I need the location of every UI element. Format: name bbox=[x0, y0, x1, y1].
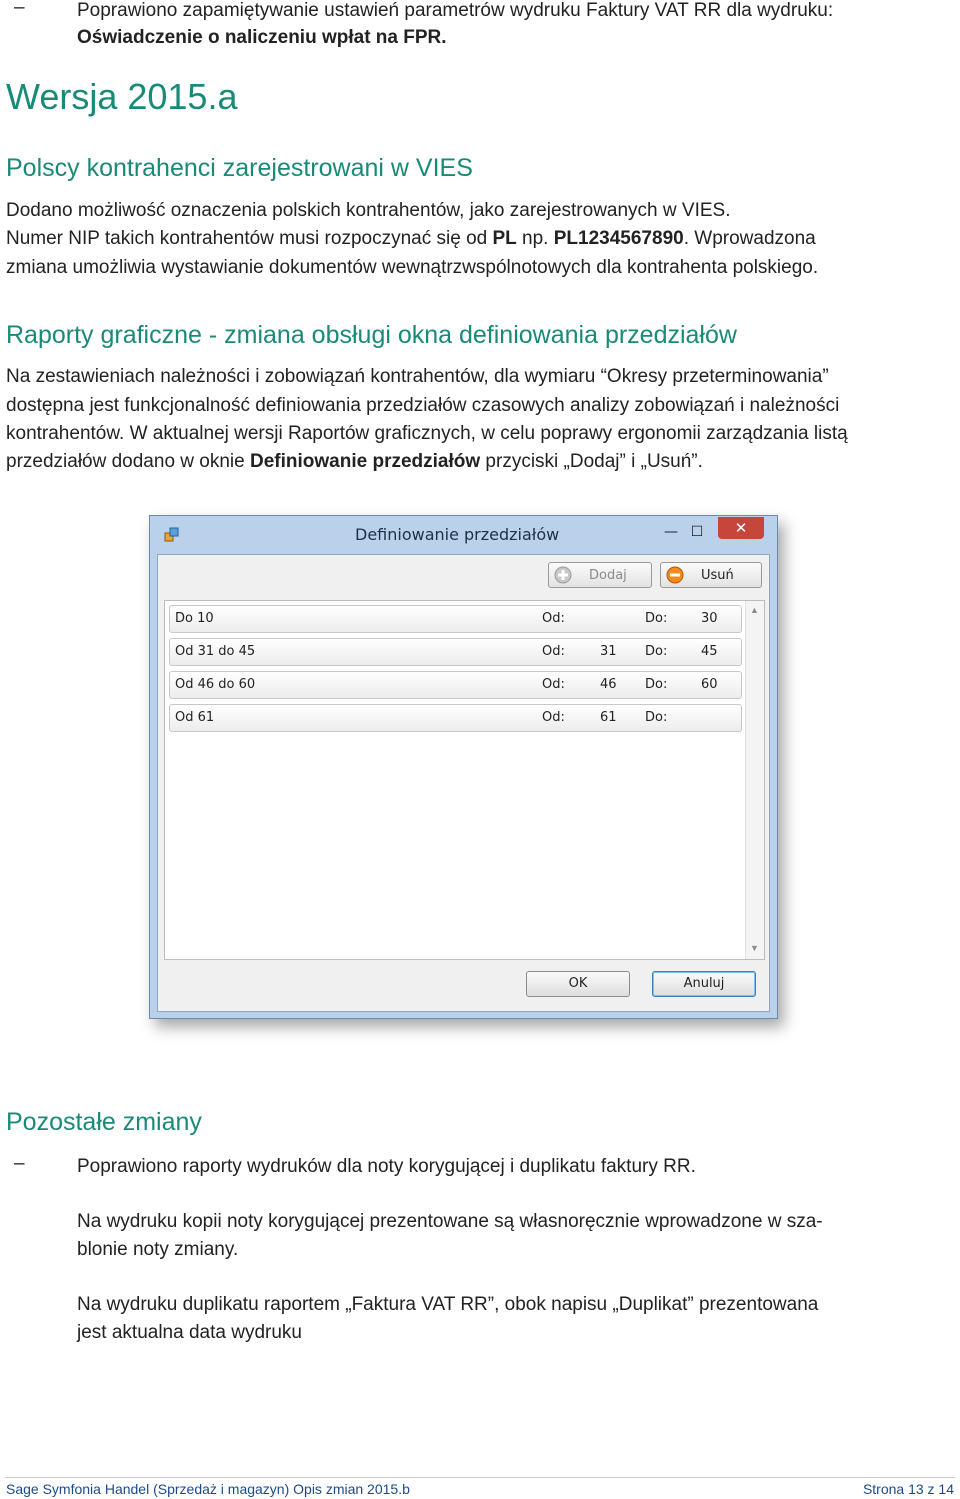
interval-name: Od 61 bbox=[175, 710, 215, 725]
do-label: Do: bbox=[645, 677, 668, 692]
close-button[interactable]: ✕ bbox=[718, 517, 764, 539]
list-item[interactable] bbox=[169, 671, 742, 699]
od-label: Od: bbox=[542, 677, 565, 692]
other-para1-line2: blonie noty zmiany. bbox=[77, 1239, 239, 1260]
interval-name: Od 31 do 45 bbox=[175, 644, 256, 659]
other-heading: Pozostałe zmiany bbox=[6, 1108, 202, 1136]
vies-line1: Dodano możliwość oznaczenia polskich kontrahentów, jako zarejestrowanych w VIES. bbox=[6, 200, 731, 221]
interval-name: Od 46 do 60 bbox=[175, 677, 256, 692]
bullet-dash: – bbox=[14, 0, 25, 18]
version-heading: Wersja 2015.a bbox=[6, 76, 238, 117]
do-value[interactable]: 30 bbox=[701, 611, 718, 626]
ok-button[interactable]: OK bbox=[526, 971, 630, 997]
od-label: Od: bbox=[542, 644, 565, 659]
raporty-line3: kontrahentów. W aktualnej wersji Raportów graficznych, w celu poprawy ergonomii zarządzania listą bbox=[6, 423, 848, 444]
scroll-down-icon[interactable]: ▼ bbox=[750, 943, 759, 953]
vies-line2: Numer NIP takich kontrahentów musi rozpoczynać się od PL np. PL1234567890. Wprowadzona bbox=[6, 228, 816, 249]
raporty-line4: przedziałów dodano w oknie Definiowanie przedziałów przyciski „Dodaj” i „Usuń”. bbox=[6, 451, 703, 472]
do-label: Do: bbox=[645, 611, 668, 626]
list-item[interactable] bbox=[169, 638, 742, 666]
footer-left: Sage Symfonia Handel (Sprzedaż i magazyn) Opis zmian 2015.b bbox=[6, 1481, 410, 1497]
dialog-client-area bbox=[157, 554, 770, 1012]
od-value[interactable]: 46 bbox=[600, 677, 617, 692]
do-value[interactable]: 60 bbox=[701, 677, 718, 692]
do-label: Do: bbox=[645, 644, 668, 659]
raporty-line1: Na zestawieniach należności i zobowiązań kontrahentów, dla wymiaru “Okresy przeterminowania” bbox=[6, 366, 829, 387]
list-item[interactable] bbox=[169, 605, 742, 633]
top-bullet-line1: Poprawiono zapamiętywanie ustawień parametrów wydruku Faktury VAT RR dla wydruku: bbox=[77, 0, 834, 21]
do-label: Do: bbox=[645, 710, 668, 725]
list-item[interactable] bbox=[169, 704, 742, 732]
remove-button-label: Usuń bbox=[701, 568, 734, 583]
footer-divider bbox=[5, 1477, 955, 1478]
vertical-scrollbar[interactable] bbox=[745, 601, 764, 959]
remove-button[interactable] bbox=[660, 562, 762, 588]
top-bullet-line2: Oświadczenie o naliczeniu wpłat na FPR. bbox=[77, 27, 447, 48]
raporty-line2: dostępna jest funkcjonalność definiowania przedziałów czasowych analizy zobowiązań i należności bbox=[6, 395, 840, 416]
other-para2-line2: jest aktualna data wydruku bbox=[77, 1322, 302, 1343]
od-label: Od: bbox=[542, 611, 565, 626]
other-para2-line1: Na wydruku duplikatu raportem „Faktura VAT RR”, obok napisu „Duplikat” prezentowana bbox=[77, 1294, 819, 1315]
plus-icon bbox=[554, 566, 572, 584]
dialog-window bbox=[149, 515, 778, 1019]
bullet-dash: – bbox=[14, 1153, 25, 1174]
raporty-heading: Raporty graficzne - zmiana obsługi okna definiowania przedziałów bbox=[6, 321, 737, 349]
dialog-titlebar bbox=[150, 516, 777, 554]
od-value[interactable]: 31 bbox=[600, 644, 617, 659]
interval-name: Do 10 bbox=[175, 611, 214, 626]
intervals-list bbox=[164, 600, 765, 960]
add-button-label: Dodaj bbox=[589, 568, 627, 583]
do-value[interactable]: 45 bbox=[701, 644, 718, 659]
vies-heading: Polscy kontrahenci zarejestrowani w VIES bbox=[6, 154, 473, 182]
app-icon bbox=[164, 527, 180, 543]
vies-line3: zmiana umożliwia wystawianie dokumentów wewnątrzwspólnotowych dla kontrahenta polskiego. bbox=[6, 257, 819, 278]
minus-icon bbox=[666, 566, 684, 584]
od-value[interactable]: 61 bbox=[600, 710, 617, 725]
dialog-title: Definiowanie przedziałów bbox=[355, 525, 560, 544]
add-button[interactable] bbox=[548, 562, 652, 588]
other-bullet1: Poprawiono raporty wydruków dla noty korygującej i duplikatu faktury RR. bbox=[77, 1156, 696, 1177]
minimize-button[interactable]: — bbox=[664, 524, 678, 540]
cancel-button[interactable]: Anuluj bbox=[652, 971, 756, 997]
other-para1-line1: Na wydruku kopii noty korygującej prezentowane są własnoręcznie wprowadzone w sza- bbox=[77, 1211, 823, 1232]
maximize-button[interactable]: ☐ bbox=[690, 524, 704, 540]
scroll-up-icon[interactable]: ▲ bbox=[750, 605, 759, 615]
od-label: Od: bbox=[542, 710, 565, 725]
footer-page-number: Strona 13 z 14 bbox=[862, 1481, 954, 1497]
